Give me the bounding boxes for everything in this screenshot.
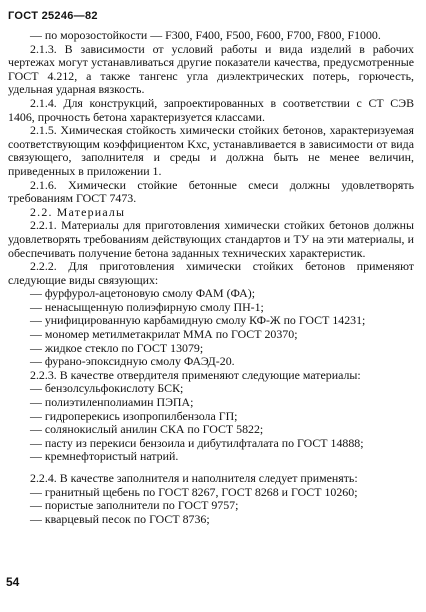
list-item: — пористые заполнители по ГОСТ 9757;	[30, 498, 239, 513]
paragraph: — по морозостойкости — F300, F400, F500, F600, F700, F800, F1000.	[30, 28, 381, 42]
list-item: — кремнефтористый натрий.	[30, 449, 179, 464]
paragraph: 2.2.2. Для приготовления химически стойких бетонов применяют следующие виды связующих:	[8, 259, 414, 287]
paragraph: 2.1.3. В зависимости от условий работы и вида изделий в рабочих чертежах могут устанавливаться другие показатели качества, предусмотренные ГОСТ 4.212, а также тангенс угла диэлектрических потерь, горючесть, удельная ударная вязкость.	[8, 41, 414, 97]
paragraph: 2.1.5. Химическая стойкость химически стойких бетонов, характеризуемая соответствующим коэффициентом Kхс, устанавливается в зависимости от вида связующего, заполнителя и среды и должна быть не менее величин, приведенных в приложении 1.	[8, 123, 414, 178]
paragraph: 2.1.4. Для конструкций, запроектированных в соответствии с СТ СЭВ 1406, прочность бетона характеризуется классами.	[8, 95, 414, 124]
list-item: — пасту из перекиси бензоила и дибутилфталата по ГОСТ 14888;	[30, 435, 364, 450]
list-item: — ненасыщенную полиэфирную смолу ПН-1;	[30, 299, 264, 314]
page-number: 54	[6, 575, 20, 589]
list-item: — унифицированную карбамидную смолу КФ-Ж по ГОСТ 14231;	[30, 313, 366, 328]
page-header: ГОСТ 25246—82	[8, 10, 98, 22]
paragraph: 2.2.1. Материалы для приготовления химически стойких бетонов должны удовлетворять требованиям действующих стандартов и ТУ на эти материалы, и обеспечивать получение бетона заданных технических характеристик.	[8, 218, 414, 260]
list-item: — жидкое стекло по ГОСТ 13079;	[30, 340, 204, 355]
body-text	[8, 29, 414, 526]
list-item: — гранитный щебень по ГОСТ 8267, ГОСТ 8268 и ГОСТ 10260;	[30, 484, 358, 499]
list-item: — фурано-эпоксидную смолу ФАЭД-20.	[30, 354, 235, 369]
list-item: — кварцевый песок по ГОСТ 8736;	[30, 511, 210, 526]
list-item: — бензолсульфокислоту БСК;	[30, 381, 184, 396]
list-item: — мономер метилметакрилат ММА по ГОСТ 20370;	[30, 327, 298, 342]
list-item: — фурфурол-ацетоновую смолу ФАМ (ФА);	[30, 286, 256, 301]
list-item: — полиэтиленполиамин ПЭПА;	[30, 395, 194, 410]
list-item: — солянокислый анилин СКА по ГОСТ 5822;	[30, 422, 264, 437]
paragraph: 2.2.4. В качестве заполнителя и наполнителя следует применять:	[30, 471, 358, 485]
paragraph: 2.1.6. Химически стойкие бетонные смеси должны удовлетворять требованиям ГОСТ 7473.	[8, 177, 414, 206]
list-item: — гидроперекись изопропилбензола ГП;	[30, 408, 238, 423]
section-heading: 2.2. Материалы	[30, 204, 126, 219]
paragraph: 2.2.3. В качестве отвердителя применяют следующие материалы:	[30, 367, 361, 382]
